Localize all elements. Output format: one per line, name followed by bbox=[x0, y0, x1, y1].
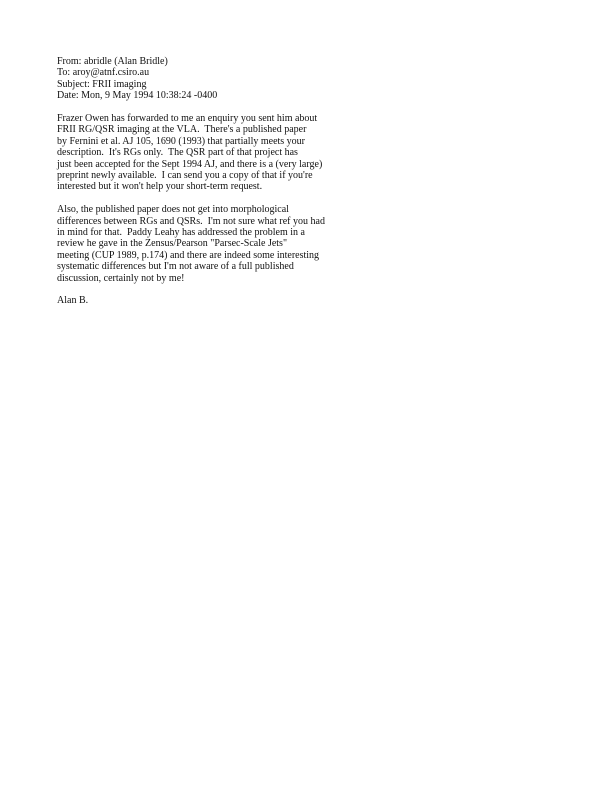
paragraph-line: preprint newly available. I can send you a copy of that if you're bbox=[57, 170, 313, 182]
from-header: From: abridle (Alan Bridle) bbox=[57, 56, 168, 67]
email-document bbox=[57, 56, 357, 307]
date-header: Date: Mon, 9 May 1994 10:38:24 -0400 bbox=[57, 90, 218, 102]
signature-block bbox=[57, 295, 357, 306]
body-paragraph-1 bbox=[57, 113, 357, 193]
subject-header: Subject: FRII imaging bbox=[57, 78, 147, 90]
paragraph-line: systematic differences but I'm not aware of a full published bbox=[57, 261, 294, 273]
body-paragraph-2 bbox=[57, 204, 357, 284]
paragraph-line: differences between RGs and QSRs. I'm not sure what ref you had bbox=[57, 215, 325, 227]
paragraph-line: Frazer Owen has forwarded to me an enquiry you sent him about bbox=[57, 113, 318, 125]
paragraph-line: in mind for that. Paddy Leahy has addressed the problem in a bbox=[57, 227, 305, 239]
to-header: To: aroy@atnf.csiro.au bbox=[57, 67, 150, 79]
paragraph-line: just been accepted for the Sept 1994 AJ, and there is a (very large) bbox=[57, 158, 323, 170]
paragraph-line: meeting (CUP 1989, p.174) and there are indeed some interesting bbox=[57, 249, 320, 261]
paragraph-line: FRII RG/QSR imaging at the VLA. There's a published paper bbox=[57, 124, 307, 136]
paragraph-line: discussion, certainly not by me! bbox=[57, 272, 185, 284]
signature: Alan B. bbox=[57, 295, 89, 307]
paragraph-line: description. It's RGs only. The QSR part of that project has bbox=[57, 147, 298, 159]
email-headers bbox=[57, 56, 357, 102]
paragraph-line: Also, the published paper does not get into morphological bbox=[57, 204, 289, 216]
paragraph-line: by Fernini et al. AJ 105, 1690 (1993) that partially meets your bbox=[57, 135, 306, 147]
paragraph-line: review he gave in the Zensus/Pearson "Parsec-Scale Jets" bbox=[57, 238, 288, 250]
paragraph-line: interested but it won't help your short-term request. bbox=[57, 181, 263, 193]
